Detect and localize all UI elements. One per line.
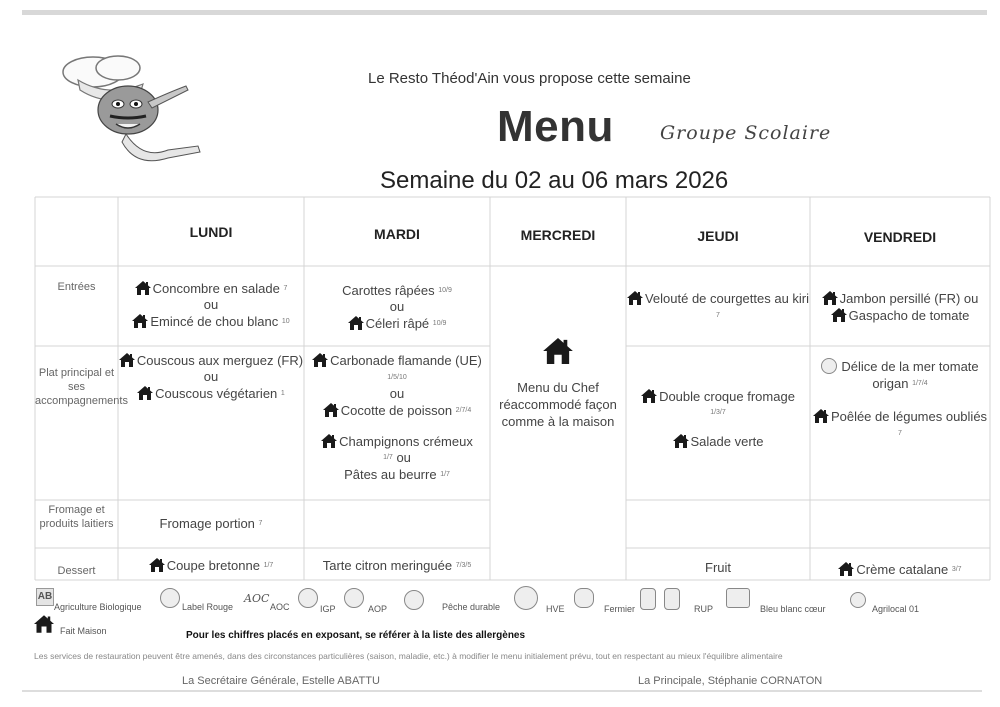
legend-fait-maison: Fait Maison bbox=[60, 626, 107, 636]
allergen-ref: 1/7 bbox=[263, 562, 274, 569]
house-icon bbox=[822, 291, 838, 305]
aoc-logo-icon: AOC bbox=[244, 592, 270, 605]
page-title: Menu bbox=[497, 102, 614, 151]
or-separator: ou bbox=[389, 299, 405, 314]
row-label-dessert: Dessert bbox=[57, 565, 96, 577]
allergen-ref: 7 bbox=[898, 430, 902, 437]
menu-item: Gaspacho de tomate bbox=[810, 307, 990, 324]
bottom-scan-bar bbox=[22, 690, 982, 692]
menu-item: Couscous aux merguez (FR) bbox=[118, 352, 304, 369]
peche-seal-icon bbox=[404, 590, 424, 610]
top-scan-bar bbox=[22, 10, 987, 15]
menu-item: Délice de la mer tomate origan $^{1/7/4}$ bbox=[810, 358, 990, 392]
menu-item: Velouté de courgettes au kiri $^7$ bbox=[626, 290, 810, 324]
jeudi-plat bbox=[626, 388, 810, 450]
allergen-ref: 10/9 bbox=[432, 320, 447, 327]
house-icon bbox=[312, 353, 328, 367]
week-range: Semaine du 02 au 06 mars 2026 bbox=[380, 167, 729, 194]
house-icon bbox=[321, 434, 337, 448]
menu-item: Concombre en salade $^7$ bbox=[118, 280, 304, 297]
legend-igp: IGP bbox=[320, 604, 336, 614]
lundi-plat bbox=[118, 352, 304, 402]
allergen-ref: 10/9 bbox=[438, 287, 452, 294]
menu-item: Tarte citron meringuée $^{7/3/5}$ bbox=[322, 558, 472, 573]
aop-seal-icon bbox=[298, 588, 318, 608]
allergen-ref: 1/7 bbox=[383, 454, 393, 461]
signature-right: La Principale, Stéphanie CORNATON bbox=[638, 675, 823, 687]
menu-item: Pâtes au beurre $^{1/7}$ bbox=[344, 467, 450, 482]
legend-bleu-blanc-coeur: Bleu blanc cœur bbox=[760, 604, 826, 614]
allergen-ref: 1 bbox=[280, 390, 285, 397]
jeudi-dessert bbox=[626, 559, 810, 576]
house-icon bbox=[543, 338, 573, 364]
vendredi-entrees bbox=[810, 290, 990, 324]
menu-item: Double croque fromage bbox=[626, 388, 810, 405]
day-header-jeudi: JEUDI bbox=[697, 228, 739, 244]
or-separator: ou bbox=[203, 369, 219, 384]
legend-peche: Pêche durable bbox=[442, 602, 501, 612]
jeudi-entrees bbox=[626, 290, 810, 324]
menu-item: Cocotte de poisson $^{2/7/4}$ bbox=[304, 402, 490, 419]
mardi-entrees bbox=[304, 282, 490, 332]
mardi-dessert bbox=[304, 557, 490, 574]
vendredi-plat bbox=[810, 358, 990, 442]
house-icon bbox=[831, 308, 847, 322]
allergen-ref: 7 bbox=[283, 285, 288, 292]
intro-text: Le Resto Théod'Ain vous propose cette semaine bbox=[368, 70, 691, 87]
menu-item: Couscous végétarien $^1$ bbox=[118, 385, 304, 402]
allergen-ref: 7/3/5 bbox=[455, 562, 472, 569]
day-header-mercredi: MERCREDI bbox=[520, 227, 596, 243]
menu-item: Salade verte bbox=[626, 433, 810, 450]
allergen-ref: 3/7 bbox=[951, 566, 962, 573]
allergen-ref: 2/7/4 bbox=[455, 407, 472, 414]
menu-item: Jambon persillé (FR) ou bbox=[810, 290, 990, 307]
menu-item: Fruit bbox=[705, 560, 731, 575]
allergen-ref: 10 bbox=[281, 318, 290, 325]
label-badge-icon bbox=[821, 358, 837, 374]
allergen-ref: 7 bbox=[258, 520, 263, 527]
house-icon bbox=[641, 389, 657, 403]
bleu-blanc-coeur-icon bbox=[726, 588, 750, 608]
house-icon bbox=[627, 291, 643, 305]
legend-bio: Agriculture Biologique bbox=[54, 602, 142, 612]
legend-label-rouge: Label Rouge bbox=[182, 602, 234, 612]
menu-item: Crème catalane $^{3/7}$ bbox=[810, 561, 990, 578]
rup-badge-icon bbox=[664, 588, 680, 610]
legend-aop: AOP bbox=[368, 604, 388, 614]
house-icon bbox=[348, 316, 364, 330]
menu-item: Emincé de chou blanc $^{10}$ bbox=[118, 313, 304, 330]
igp-seal-icon bbox=[344, 588, 364, 608]
row-label-plat: Plat principal et ses accompagnements bbox=[35, 367, 128, 407]
label-rouge-icon bbox=[160, 588, 180, 608]
agrilocal-icon bbox=[850, 592, 866, 608]
vendredi-dessert bbox=[810, 561, 990, 578]
row-label-fromage: Fromage et produits laitiers bbox=[39, 504, 114, 530]
lundi-entrees bbox=[118, 280, 304, 330]
or-separator: $^{1/7}$ ou bbox=[383, 450, 411, 465]
row-label-entrees: Entrées bbox=[57, 281, 96, 293]
allergen-ref: 7 bbox=[716, 312, 720, 319]
rup-badge-icon bbox=[640, 588, 656, 610]
mardi-plat bbox=[304, 352, 490, 483]
house-icon bbox=[149, 558, 165, 572]
house-icon bbox=[323, 403, 339, 417]
fermier-badge-icon bbox=[574, 588, 594, 608]
hve-seal-icon bbox=[514, 586, 538, 610]
or-separator: ou bbox=[389, 386, 405, 401]
allergen-ref: 1/3/7 bbox=[710, 409, 726, 416]
house-icon bbox=[137, 386, 153, 400]
allergen-ref: 1/7/4 bbox=[912, 380, 928, 387]
house-icon bbox=[838, 562, 854, 576]
menu-item: Céleri râpé $^{10/9}$ bbox=[304, 315, 490, 332]
lundi-fromage bbox=[118, 515, 304, 532]
lundi-dessert bbox=[118, 557, 304, 574]
allergen-ref: 1/5/10 bbox=[387, 374, 407, 381]
handwritten-group-label: Groupe Scolaire bbox=[660, 122, 832, 144]
legend-agrilocal: Agrilocal 01 bbox=[872, 604, 920, 614]
menu-item: Carottes râpées $^{10/9}$ bbox=[342, 283, 452, 298]
day-header-vendredi: VENDREDI bbox=[863, 229, 937, 245]
house-icon bbox=[135, 281, 151, 295]
house-icon bbox=[132, 314, 148, 328]
day-header-lundi: LUNDI bbox=[189, 224, 233, 240]
menu-item: Poêlée de légumes oubliés $^7$ bbox=[810, 408, 990, 442]
allergen-ref: 1/7 bbox=[440, 471, 450, 478]
disclaimer: Les services de restauration peuvent être amenés, dans des circonstances particulières (saison, maladie, etc.) à modifier le menu initialement prévu, tout en respectant au mieux l'équilibre alimentaire bbox=[34, 651, 783, 661]
legend-rup: RUP bbox=[694, 604, 714, 614]
legend-hve: HVE bbox=[546, 604, 565, 614]
mercredi-special bbox=[496, 338, 620, 430]
legend-aoc: AOC bbox=[270, 602, 290, 612]
day-header-mardi: MARDI bbox=[374, 226, 420, 242]
or-separator: ou bbox=[203, 297, 219, 312]
legend-fermier: Fermier bbox=[604, 604, 635, 614]
menu-item: Carbonade flamande (UE) $^{1/5/10}$ bbox=[304, 352, 490, 386]
menu-item: Champignons crémeux bbox=[304, 433, 490, 450]
ab-logo-icon: AB bbox=[36, 588, 54, 606]
menu-item: Coupe bretonne $^{1/7}$ bbox=[118, 557, 304, 574]
house-icon bbox=[119, 353, 135, 367]
menu-item: Fromage portion $^7$ bbox=[159, 516, 263, 531]
house-icon bbox=[34, 615, 54, 633]
signature-left: La Secrétaire Générale, Estelle ABATTU bbox=[182, 675, 380, 687]
house-icon bbox=[813, 409, 829, 423]
chef-mascot bbox=[48, 50, 208, 168]
house-icon bbox=[673, 434, 689, 448]
menu-item: Menu du Chef réaccommodé façon comme à la maison bbox=[499, 380, 617, 429]
allergen-note: Pour les chiffres placés en exposant, se référer à la liste des allergènes bbox=[186, 630, 526, 641]
